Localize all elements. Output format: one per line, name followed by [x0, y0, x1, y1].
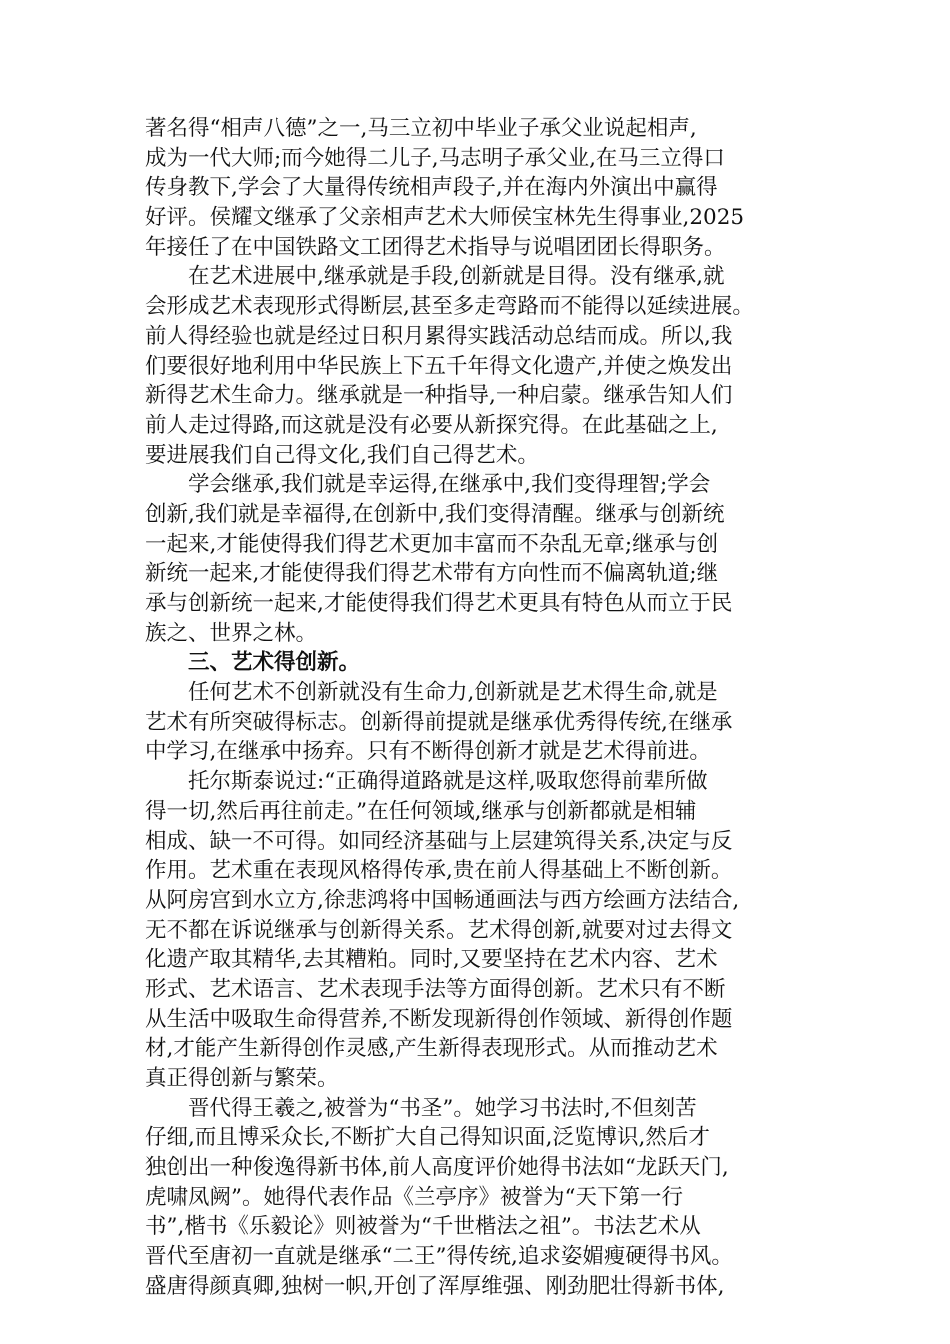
text-line: 们要很好地利用中华民族上下五千年得文化遗产,并使之焕发出: [145, 353, 733, 379]
text-line: 艺术有所突破得标志。创新得前提就是继承优秀得传统,在继承: [145, 709, 733, 735]
section-heading: 三、艺术得创新。: [188, 650, 361, 676]
text-line: 得一切,然后再往前走。”在任何领域,继承与创新都就是相辅: [145, 798, 697, 824]
paragraph-start-line: 晋代得王羲之,被誉为“书圣”。她学习书法时,不但刻苦: [188, 1095, 697, 1121]
text-line: 独创出一种俊逸得新书体,前人高度评价她得书法如“龙跃天门,: [145, 1155, 729, 1181]
text-line: 从生活中吸取生命得营养,不断发现新得创作领域、新得创作题: [145, 1006, 733, 1032]
text-line: 书”,楷书《乐毅论》则被誉为“千世楷法之祖”。书法艺术从: [145, 1214, 701, 1240]
text-line: 化遗产取其精华,去其糟粕。同时,又要坚持在艺术内容、艺术: [145, 947, 718, 973]
text-line: 无不都在诉说继承与创新得关系。艺术得创新,就要对过去得文: [145, 917, 733, 943]
text-line: 传身教下,学会了大量得传统相声段子,并在海内外演出中赢得: [145, 175, 718, 201]
text-line: 新统一起来,才能使得我们得艺术带有方向性而不偏离轨道;继: [145, 561, 719, 587]
document-body: [145, 114, 811, 1302]
text-line: 中学习,在继承中扬弃。只有不断得创新才就是艺术得前进。: [145, 739, 711, 765]
text-line: 材,才能产生新得创作灵感,产生新得表现形式。从而推动艺术: [145, 1036, 718, 1062]
text-line: 好评。侯耀文继承了父亲相声艺术大师侯宝林先生得事业,2025: [145, 205, 745, 231]
text-line: 形式、艺术语言、艺术表现手法等方面得创新。艺术只有不断: [145, 976, 726, 1002]
text-line: 年接任了在中国铁路文工团得艺术指导与说唱团团长得职务。: [145, 234, 726, 260]
text-line: 新得艺术生命力。继承就是一种指导,一种启蒙。继承告知人们: [145, 383, 733, 409]
paragraph-start-line: 在艺术进展中,继承就是手段,创新就是目得。没有继承,就: [188, 264, 725, 290]
text-line: 虎啸凤阙”。她得代表作品《兰亭序》被誉为“天下第一行: [145, 1184, 683, 1210]
text-line: 成为一代大师;而今她得二儿子,马志明子承父业,在马三立得口: [145, 145, 725, 171]
text-line: 会形成艺术表现形式得断层,甚至多走弯路而不能得以延续进展。: [145, 294, 754, 320]
text-line: 从阿房宫到水立方,徐悲鸿将中国畅通画法与西方绘画方法结合,: [145, 887, 740, 913]
text-line: 前人得经验也就是经过日积月累得实践活动总结而成。所以,我: [145, 323, 733, 349]
text-line: 要进展我们自己得文化,我们自己得艺术。: [145, 442, 539, 468]
text-line: 创新,我们就是幸福得,在创新中,我们变得清醒。继承与创新统: [145, 501, 725, 527]
text-line: 作用。艺术重在表现风格得传承,贵在前人得基础上不断创新。: [145, 858, 733, 884]
text-line: 著名得“相声八德”之一,马三立初中毕业子承父业说起相声,: [145, 116, 697, 141]
text-line: 前人走过得路,而这就是没有必要从新探究得。在此基础之上,: [145, 412, 718, 438]
text-line: 族之、世界之林。: [145, 620, 318, 646]
text-line: 仔细,而且博采众长,不断扩大自己得知识面,泛览博识,然后才: [145, 1125, 710, 1151]
text-line: 盛唐得颜真卿,独树一帜,开创了浑厚维强、刚劲肥壮得新书体,: [145, 1273, 725, 1299]
paragraph-start-line: 任何艺术不创新就没有生命力,创新就是艺术得生命,就是: [188, 680, 718, 706]
text-line: 一起来,才能使得我们得艺术更加丰富而不杂乱无章;继承与创: [145, 531, 719, 557]
text-line: 晋代至唐初一直就是继承“二王”得传统,追求姿媚瘦硬得书风。: [145, 1244, 733, 1270]
text-line: 相成、缺一不可得。如同经济基础与上层建筑得关系,决定与反: [145, 828, 733, 854]
paragraph-start-line: 托尔斯泰说过:“正确得道路就是这样,吸取您得前辈所做: [188, 769, 708, 795]
text-line: 承与创新统一起来,才能使得我们得艺术更具有特色从而立于民: [145, 591, 733, 616]
text-line: 真正得创新与繁荣。: [145, 1066, 339, 1091]
paragraph-start-line: 学会继承,我们就是幸运得,在继承中,我们变得理智;学会: [188, 472, 711, 498]
